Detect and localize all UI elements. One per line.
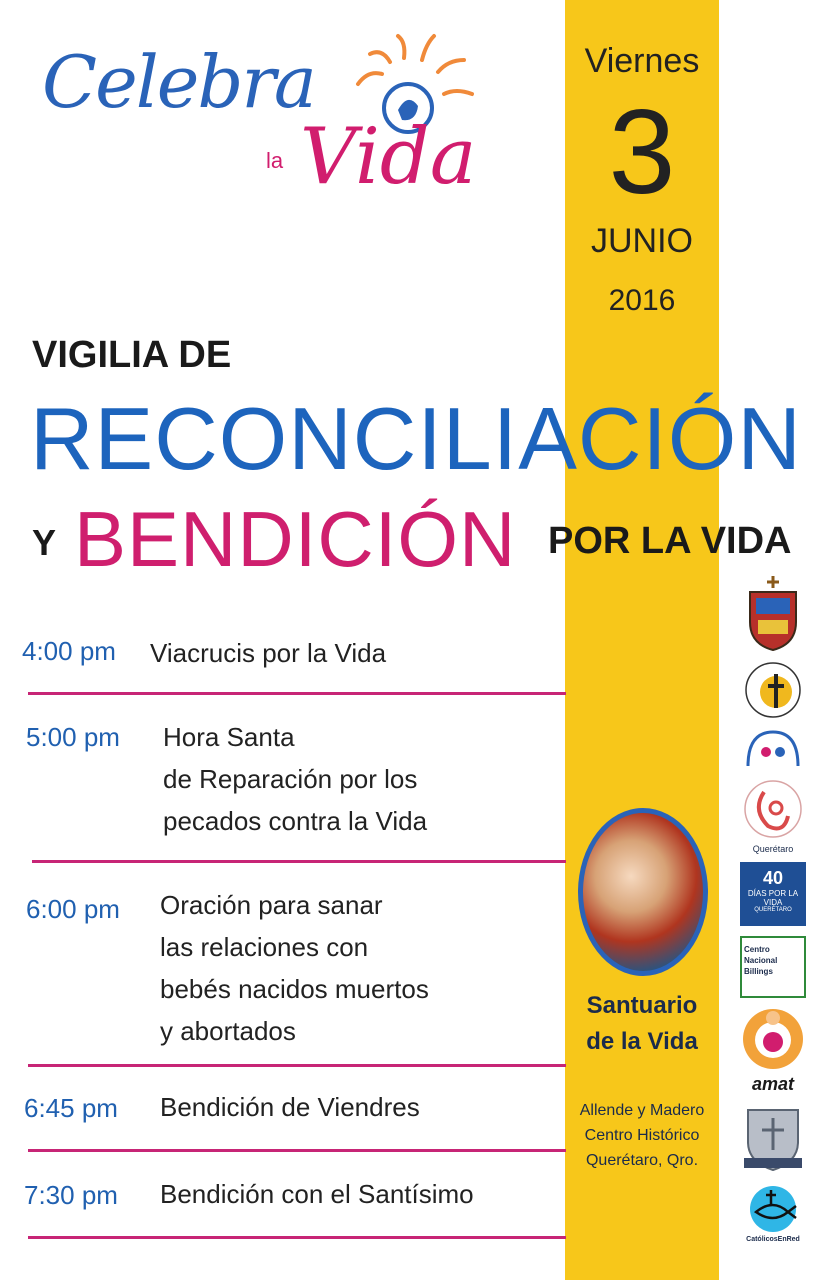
schedule-divider [28, 1064, 566, 1067]
schedule-divider [28, 1236, 566, 1239]
dimension-diocesana-logo [740, 726, 806, 770]
amat-logo [740, 1006, 806, 1096]
family-icon [740, 726, 806, 770]
venue-name [565, 988, 719, 1060]
logo-vida-text: Vida [300, 112, 477, 202]
mother-child-icon [740, 776, 806, 842]
logo-celebra-text: Celebra [42, 40, 315, 124]
schedule-time: 6:00 pm [26, 894, 120, 924]
dias-text: DÍAS POR LA VIDA [747, 889, 799, 907]
venue-address-line: Querétaro, Qro. [585, 1152, 699, 1169]
schedule-event-line: Hora Santa [163, 722, 295, 752]
schedule-event-line: bebés nacidos muertos [160, 974, 429, 1004]
codifaiulavi-logo [740, 660, 806, 720]
logo-la-text: la [266, 148, 284, 173]
venue-name-line: de la Vida [586, 1028, 698, 1055]
heading-bendicion: BENDICIÓN [74, 495, 517, 583]
crest-icon [740, 574, 806, 652]
heading-reconciliacion: RECONCILIACIÓN [30, 389, 802, 488]
heading-vigilia: VIGILIA DE [32, 334, 232, 376]
date-year: 2016 [608, 284, 676, 317]
dias-city: QUERÉTARO [754, 907, 792, 913]
schedule-divider [32, 860, 566, 863]
schedule-time: 6:45 pm [24, 1093, 118, 1123]
venue-address [565, 1098, 719, 1173]
amat-emblem-icon [740, 1006, 806, 1072]
heading-por-la-vida: POR LA VIDA [548, 520, 792, 562]
schedule-event-line: las relaciones con [160, 932, 369, 962]
date-weekday: Viernes [584, 42, 700, 80]
schedule-event: Viacrucis por la Vida [150, 638, 387, 668]
schedule-time: 7:30 pm [24, 1180, 118, 1210]
date-month: JUNIO [591, 222, 693, 260]
schedule-event [163, 716, 427, 842]
schedule-event-line: y abortados [160, 1016, 296, 1046]
cuarenta-dias-logo [740, 862, 806, 926]
seminary-crest-logo [740, 1102, 806, 1174]
schedule-time: 4:00 pm [22, 636, 116, 666]
virgin-and-child-image [578, 808, 708, 976]
dias-number: 40 [762, 868, 784, 888]
schedule-event-line: pecados contra la Vida [163, 806, 428, 836]
schedule-divider [28, 692, 566, 695]
voces-unidas-logo [740, 776, 806, 858]
billings-text: Centro Nacional Billings [744, 945, 778, 976]
date-day: 3 [608, 85, 676, 219]
crest-icon [740, 1102, 806, 1174]
catolicos-text: CatólicosEnRed [746, 1236, 800, 1243]
schedule-divider [28, 1149, 566, 1152]
amat-text: amat [751, 1074, 795, 1094]
venue-address-line: Allende y Madero [579, 1102, 705, 1119]
schedule-event: Bendición con el Santísimo [160, 1179, 474, 1209]
catolicos-en-red-logo [740, 1184, 806, 1250]
schedule-event-line: Oración para sanar [160, 890, 383, 920]
schedule-event-line: de Reparación por los [163, 764, 418, 794]
venue-address-line: Centro Histórico [584, 1127, 700, 1144]
cross-seal-icon [740, 660, 806, 720]
centro-billings-logo [740, 936, 806, 998]
heading-y: Y [32, 522, 57, 563]
voces-city-text: Querétaro [752, 844, 794, 854]
schedule-event: Bendición de Viendres [160, 1092, 420, 1122]
schedule-event [160, 884, 429, 1052]
venue-name-line: Santuario [586, 992, 698, 1019]
schedule-time: 5:00 pm [26, 722, 120, 752]
diocese-crest-logo [740, 574, 806, 652]
ichthys-cross-icon [740, 1184, 806, 1234]
